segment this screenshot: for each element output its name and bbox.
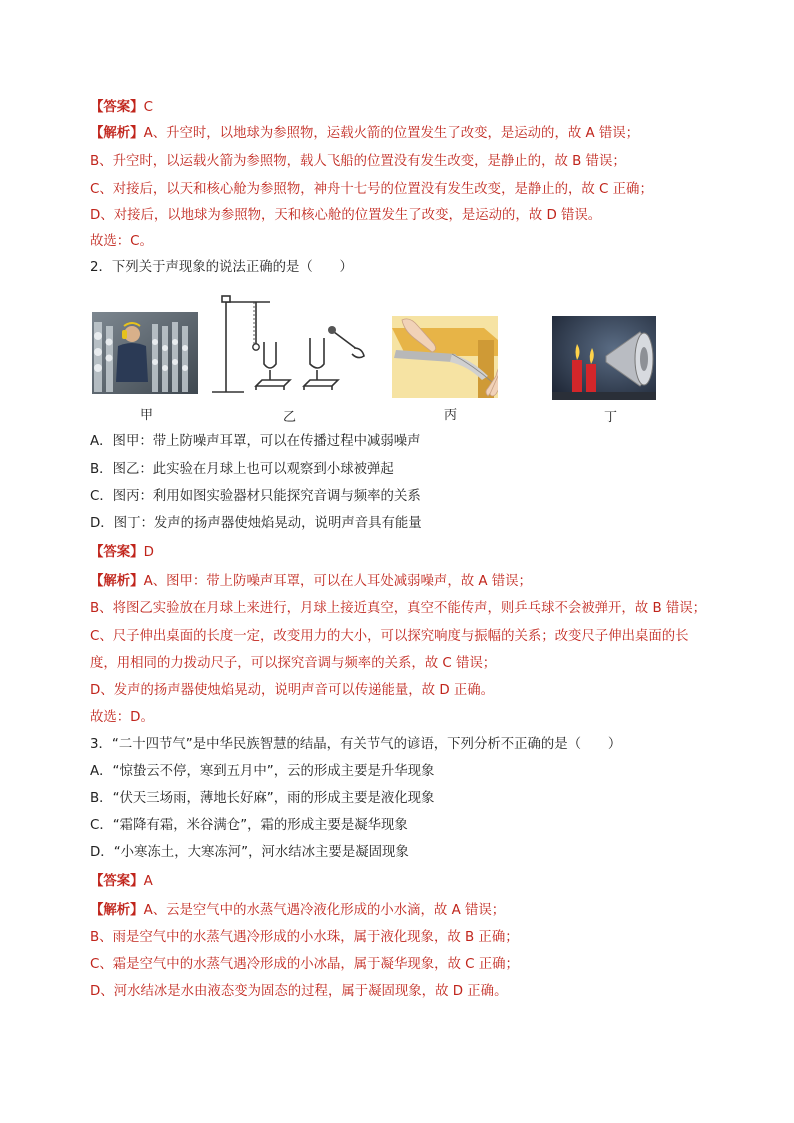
q2-analysis-line-2: B、将图乙实验放在月球上来进行，月球上接近真空，真空不能传声，则乒乓球不会被弹开，故 B 错误； bbox=[90, 601, 707, 616]
q2-analysis-line-3: C、尺子伸出桌面的长度一定，改变用力的大小，可以探究响度与振幅的关系；改变尺子伸出桌面的长 bbox=[90, 629, 689, 644]
q3-stem: 3．“二十四节气”是中华民族智慧的结晶，有关节气的谚语，下列分析不正确的是（ ） bbox=[90, 737, 622, 752]
q3-analysis-line-4: D、河水结冰是水由液态变为固态的过程，属于凝固现象，故 D 正确。 bbox=[90, 984, 508, 999]
q3-option-d: D．“小寒冻土，大寒冻河”，河水结冰主要是凝固现象 bbox=[90, 845, 409, 860]
q1-analysis-line-1: 【解析】A、升空时，以地球为参照物，运载火箭的位置发生了改变，是运动的，故 A 错误； bbox=[90, 126, 640, 141]
q3-analysis-line-3: C、霜是空气中的水蒸气遇冷形成的小冰晶，属于凝华现象，故 C 正确； bbox=[90, 957, 519, 972]
q3-option-a: A．“惊蛰云不停，寒到五月中”，云的形成主要是升华现象 bbox=[90, 764, 435, 779]
q3-analysis-line-1: 【解析】A、云是空气中的水蒸气遇冷液化形成的小水滴，故 A 错误； bbox=[90, 903, 506, 918]
fig-bing-ruler-desk bbox=[392, 316, 498, 398]
q2-option-d: D．图丁：发声的扬声器使烛焰晃动，说明声音具有能量 bbox=[90, 516, 422, 531]
analysis-tag: 【解析】 bbox=[90, 574, 144, 589]
q2-option-a: A．图甲：带上防噪声耳罩，可以在传播过程中减弱噪声 bbox=[90, 434, 421, 449]
fig-caption-ding: 丁 bbox=[604, 410, 618, 425]
fig-jia-factory-photo bbox=[92, 312, 198, 394]
answer-value: D bbox=[143, 545, 154, 560]
fig-ding-speaker-candles bbox=[552, 316, 656, 400]
q1-answer bbox=[90, 98, 153, 118]
q2-analysis-line-1: 【解析】A、图甲：带上防噪声耳罩，可以在人耳处减弱噪声，故 A 错误； bbox=[90, 574, 532, 589]
fig-yi-tuning-fork bbox=[208, 294, 368, 398]
q2-analysis-line-6: 故选：D。 bbox=[90, 710, 154, 725]
q3-option-b: B．“伏天三场雨，薄地长好麻”，雨的形成主要是液化现象 bbox=[90, 791, 435, 806]
q3-answer bbox=[90, 872, 153, 892]
q2-stem: 2．下列关于声现象的说法正确的是（ ） bbox=[90, 260, 353, 275]
q2-option-c: C．图丙：利用如图实验器材只能探究音调与频率的关系 bbox=[90, 489, 421, 504]
analysis-tag: 【解析】 bbox=[90, 126, 144, 141]
fig-caption-bing: 丙 bbox=[444, 408, 458, 423]
q2-option-b: B．图乙：此实验在月球上也可以观察到小球被弹起 bbox=[90, 462, 394, 477]
answer-tag: 【答案】 bbox=[90, 545, 144, 560]
q2-analysis-line-4: 度，用相同的力拨动尺子，可以探究音调与频率的关系，故 C 错误； bbox=[90, 656, 497, 671]
q3-analysis-line-2: B、雨是空气中的水蒸气遇冷形成的小水珠，属于液化现象，故 B 正确； bbox=[90, 930, 519, 945]
q1-analysis-line-2: B、升空时，以运载火箭为参照物，载人飞船的位置没有发生改变，是静止的，故 B 错误； bbox=[90, 154, 626, 169]
answer-value: C bbox=[143, 100, 153, 115]
q1-analysis-line-3: C、对接后，以天和核心舱为参照物，神舟十七号的位置没有发生改变，是静止的，故 C 正确； bbox=[90, 182, 653, 197]
answer-tag: 【答案】 bbox=[90, 874, 144, 889]
fig-caption-jia: 甲 bbox=[140, 408, 154, 423]
analysis-tag: 【解析】 bbox=[90, 903, 144, 918]
q2-analysis-line-5: D、发声的扬声器使烛焰晃动，说明声音可以传递能量，故 D 正确。 bbox=[90, 683, 495, 698]
answer-value: A bbox=[143, 874, 153, 889]
q2-figures bbox=[90, 292, 670, 425]
q2-answer bbox=[90, 543, 154, 563]
q1-analysis-line-5: 故选：C。 bbox=[90, 234, 153, 249]
q1-analysis-line-4: D、对接后，以地球为参照物，天和核心舱的位置发生了改变，是运动的，故 D 错误。 bbox=[90, 208, 602, 223]
answer-tag: 【答案】 bbox=[90, 100, 144, 115]
fig-caption-yi: 乙 bbox=[283, 410, 297, 425]
q3-option-c: C．“霜降有霜，米谷满仓”，霜的形成主要是凝华现象 bbox=[90, 818, 408, 833]
